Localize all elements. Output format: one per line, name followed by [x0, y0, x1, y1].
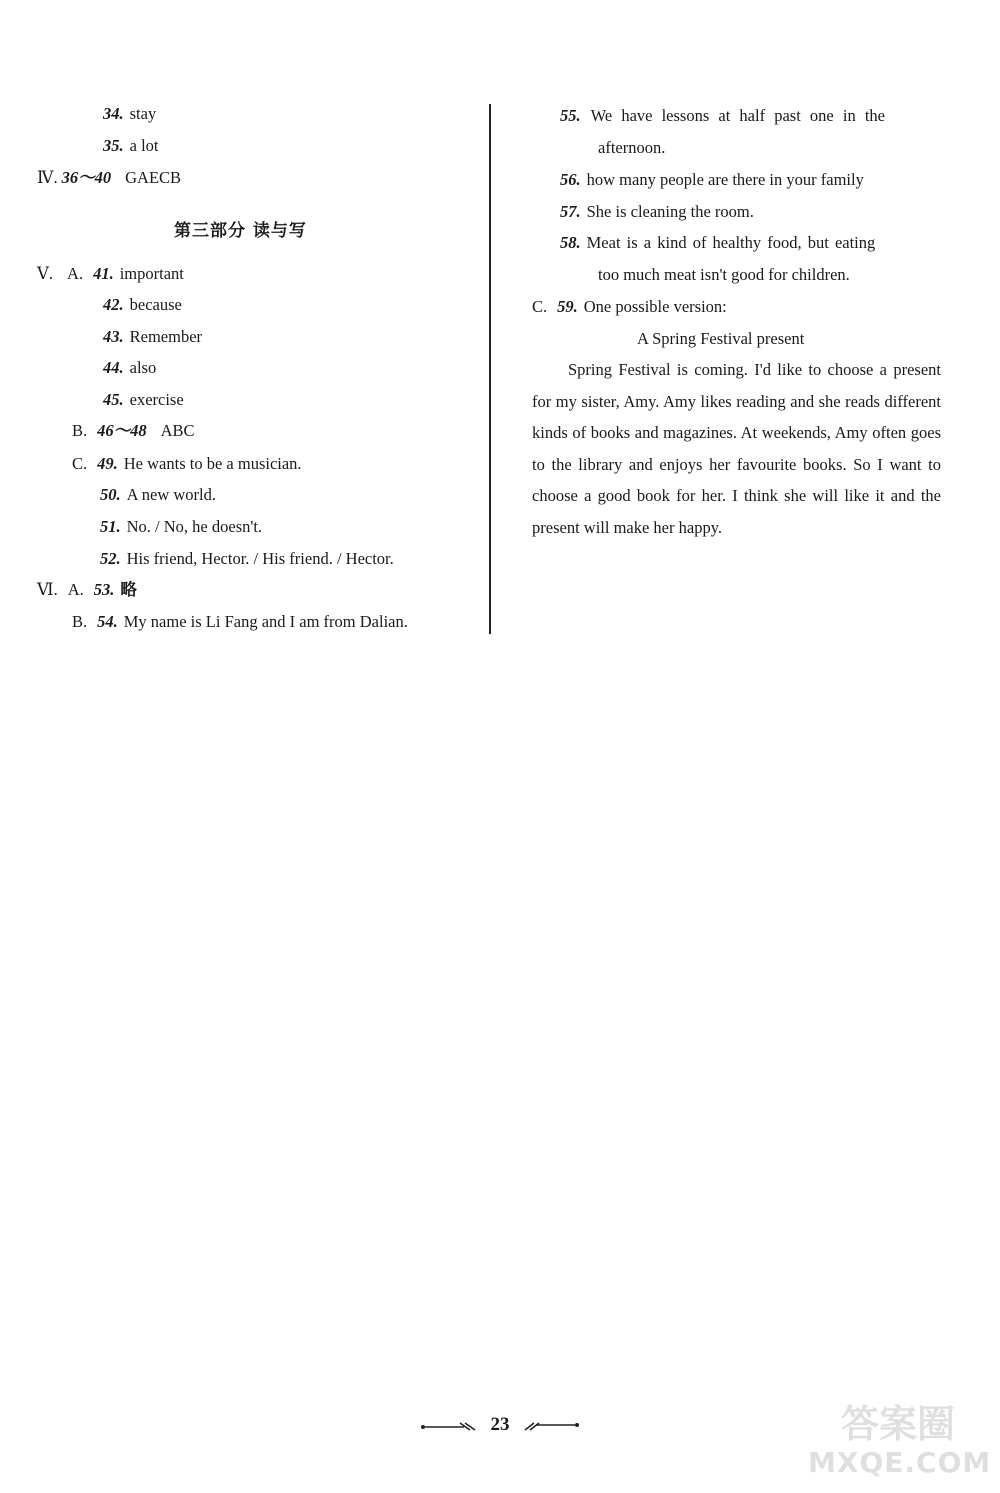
page-number: 23: [490, 1414, 510, 1435]
essay-title: A Spring Festival present: [637, 329, 805, 348]
answer-43: 43. Remember: [103, 327, 203, 346]
left-ornament-icon: [420, 1421, 480, 1431]
section-4-answer: Ⅳ. 36～40 GAECB: [37, 168, 182, 187]
answer-55-cont: afternoon.: [598, 138, 666, 157]
answer-52: 52. His friend, Hector. / His friend. / Hector.: [100, 549, 394, 568]
answer-54: B. 54. My name is Li Fang and I am from Dalian.: [72, 612, 408, 631]
answer-58-cont: too much meat isn't good for children.: [598, 265, 850, 284]
answer-46-48: B. 46～48 ABC: [72, 421, 195, 440]
essay-body: Spring Festival is coming. I'd like to choose a present for my sister, Amy. Amy likes reading and she reads different kinds of books and magazines. At weekends, Amy often goes to the library and enjoys her favourite books. So I want to choose a good book for her. I think she will like it and the present will make her happy.: [532, 360, 941, 537]
answer-41: Ⅴ. A. 41. important: [37, 264, 184, 283]
answer-59: C. 59. One possible version:: [532, 297, 727, 316]
answer-42: 42. because: [103, 295, 182, 314]
answer-51: 51. No. / No, he doesn't.: [100, 517, 263, 536]
section-heading: 第三部分 读与写: [174, 221, 307, 241]
column-divider: [489, 104, 491, 634]
answer-49: C. 49. He wants to be a musician.: [72, 454, 302, 473]
site-watermark: 答案圈 MXQE.COM: [808, 1402, 992, 1479]
answer-50: 50. A new world.: [100, 485, 216, 504]
answer-58: 58. Meat is a kind of healthy food, but eating: [560, 233, 876, 252]
answer-45: 45. exercise: [103, 390, 184, 409]
answer-57: 57. She is cleaning the room.: [560, 202, 754, 221]
answer-35: 35. a lot: [103, 136, 159, 155]
answer-55: 55. We have lessons at half past one in the: [560, 106, 885, 125]
answer-56: 56. how many people are there in your family: [560, 170, 864, 189]
answer-34: 34. stay: [103, 104, 157, 123]
answer-44: 44. also: [103, 358, 157, 377]
right-ornament-icon: [520, 1421, 580, 1431]
answer-53: Ⅵ. A. 53. 略: [37, 580, 137, 599]
